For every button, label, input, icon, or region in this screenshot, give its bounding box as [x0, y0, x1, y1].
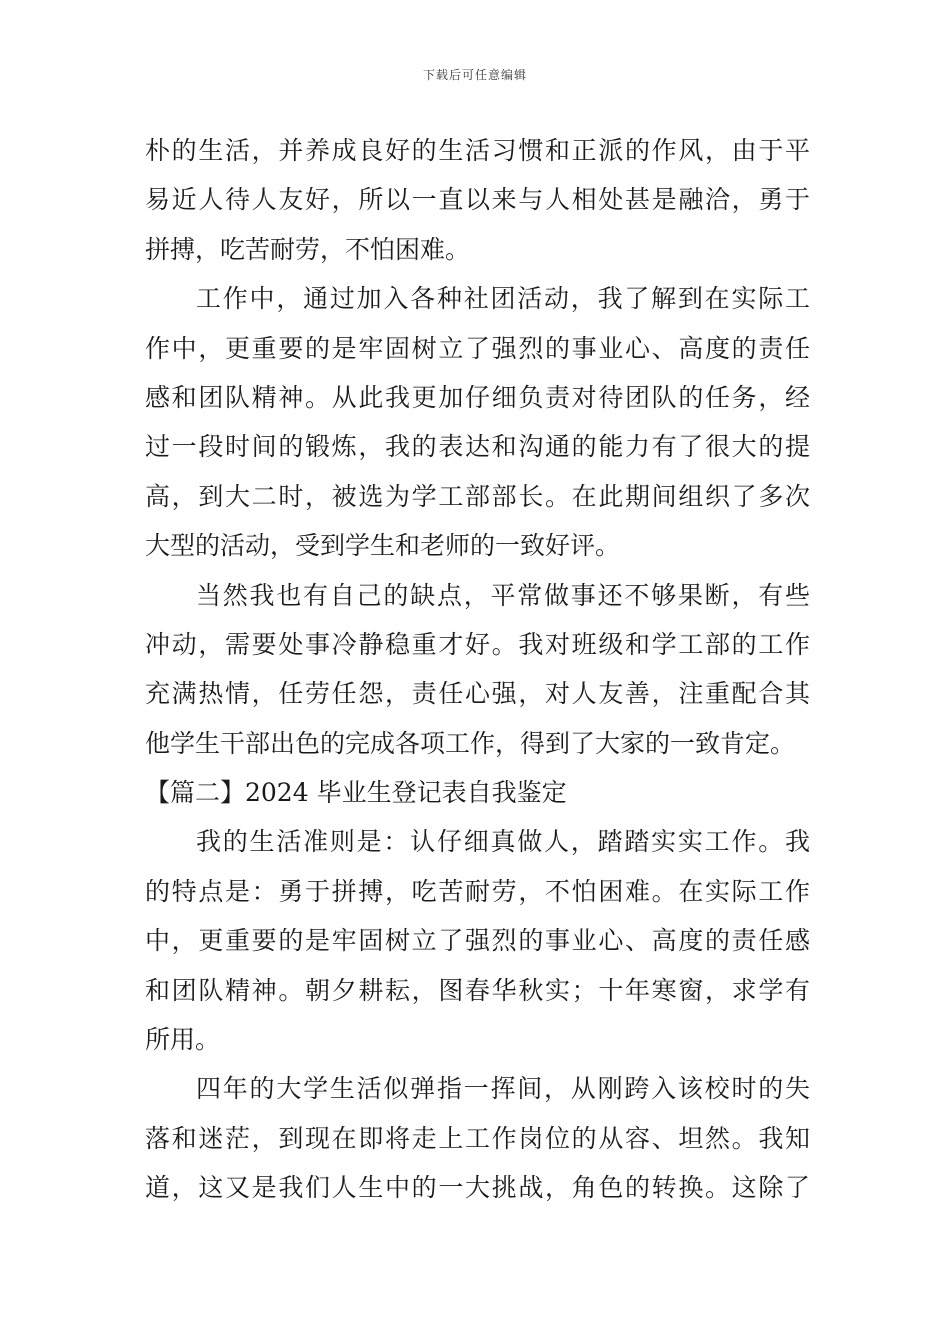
page-header: 下载后可任意编辑 — [422, 68, 527, 82]
text-line: 他学生干部出色的完成各项工作，得到了大家的一致肯定。 — [145, 728, 796, 758]
text-line: 拼搏，吃苦耐劳，不怕困难。 — [145, 234, 471, 264]
text-line: 高，到大二时，被选为学工部部长。在此期间组织了多次 — [145, 481, 810, 511]
text-line: 落和迷茫，到现在即将走上工作岗位的从容、坦然。我知 — [145, 1123, 810, 1153]
text-line: 当然我也有自己的缺点，平常做事还不够果断，有些 — [196, 580, 810, 610]
body-text — [145, 126, 810, 1213]
text-line: 所用。 — [145, 1025, 221, 1055]
text-line: 四年的大学生活似弹指一挥间，从刚跨入该校时的失 — [196, 1074, 810, 1104]
text-line: 冲动，需要处事冷静稳重才好。我对班级和学工部的工作 — [145, 629, 810, 659]
text-line: 中，更重要的是牢固树立了强烈的事业心、高度的责任感 — [145, 926, 810, 956]
text-line: 过一段时间的锻炼，我的表达和沟通的能力有了很大的提 — [145, 432, 810, 462]
text-line: 工作中，通过加入各种社团活动，我了解到在实际工 — [196, 284, 810, 314]
text-line: 充满热情，任劳任怨，责任心强，对人友善，注重配合其 — [145, 679, 810, 709]
text-line: 和团队精神。朝夕耕耘，图春华秋实；十年寒窗，求学有 — [145, 975, 810, 1005]
text-line: 朴的生活，并养成良好的生活习惯和正派的作风，由于平 — [145, 136, 810, 165]
text-line: 作中，更重要的是牢固树立了强烈的事业心、高度的责任 — [145, 333, 810, 363]
text-line: 【篇二】2024 毕业生登记表自我鉴定 — [145, 778, 567, 808]
text-line: 道，这又是我们人生中的一大挑战，角色的转换。这除了 — [145, 1173, 810, 1203]
text-line: 感和团队精神。从此我更加仔细负责对待团队的任务，经 — [145, 382, 810, 412]
text-line: 的特点是：勇于拼搏，吃苦耐劳，不怕困难。在实际工作 — [145, 876, 810, 906]
text-line: 大型的活动，受到学生和老师的一致好评。 — [145, 531, 621, 561]
text-line: 易近人待人友好，所以一直以来与人相处甚是融洽，勇于 — [145, 185, 810, 215]
text-line: 我的生活准则是：认仔细真做人，踏踏实实工作。我 — [196, 827, 810, 857]
